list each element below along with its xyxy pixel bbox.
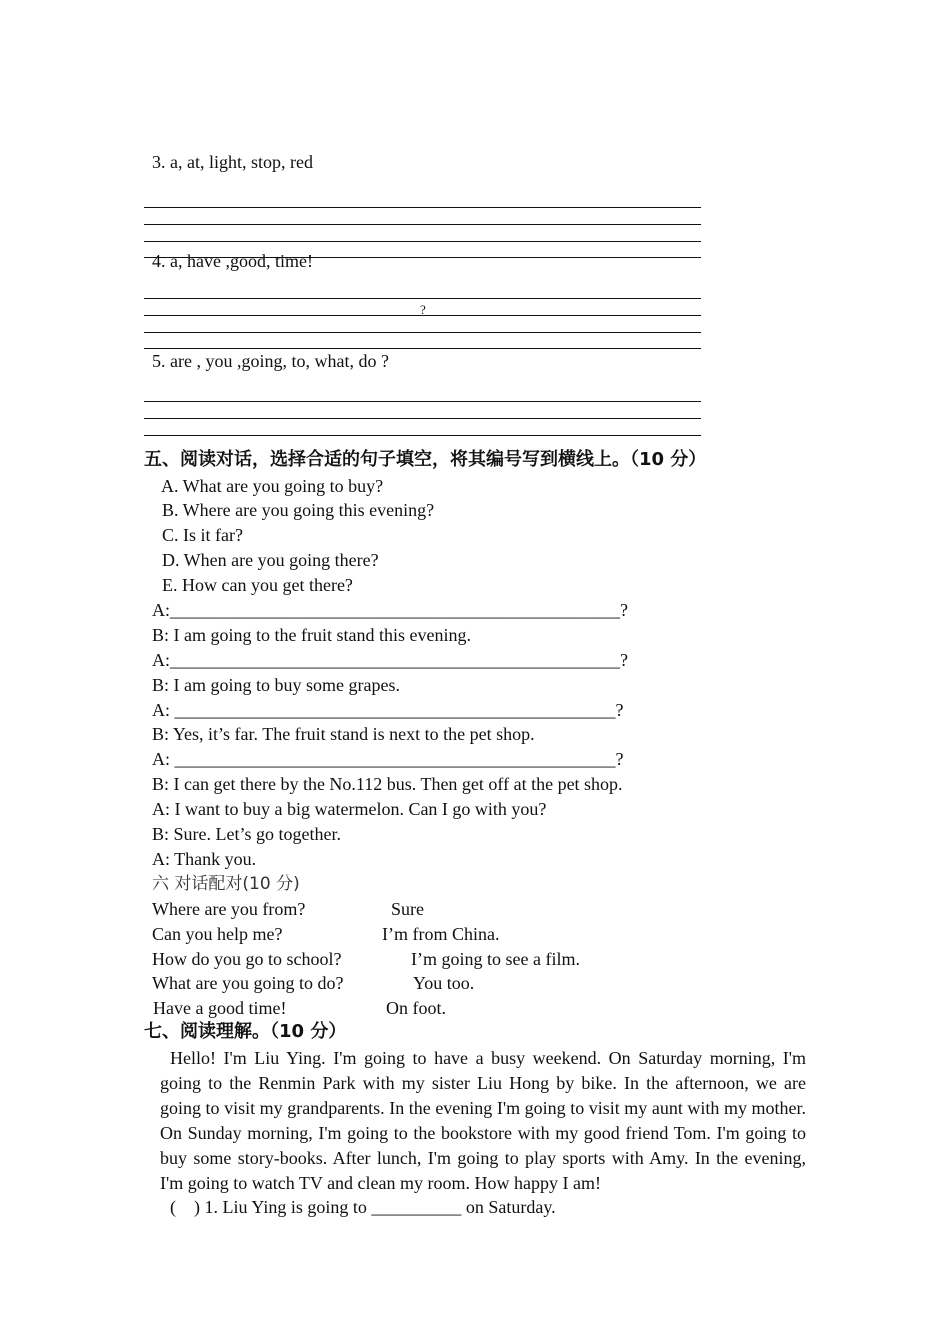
question-3: 3. a, at, light, stop, red [152, 152, 313, 172]
option-d: D. When are you going there? [162, 550, 379, 570]
answer-line [144, 418, 701, 419]
reading-question-1: ( ) 1. Liu Ying is going to __________ on Saturday. [170, 1197, 556, 1217]
question-mark: ? [420, 302, 426, 317]
dialogue-line: A: Thank you. [152, 849, 257, 869]
answer-line [144, 332, 701, 333]
match-left: Can you help me? [152, 924, 283, 944]
match-right: I’m going to see a film. [411, 949, 580, 969]
dialogue-line: A:__________________________________________________? [152, 650, 628, 670]
section5-heading: 五、阅读对话，选择合适的句子填空，将其编号写到横线上。（10 分） [144, 449, 707, 470]
dialogue-line: B: I am going to buy some grapes. [152, 675, 400, 695]
answer-line [144, 241, 701, 242]
section7-heading: 七、阅读理解。（10 分） [144, 1021, 347, 1042]
match-right: On foot. [386, 998, 446, 1018]
answer-line [144, 348, 701, 349]
answer-line [144, 298, 701, 299]
option-b: B. Where are you going this evening? [162, 500, 435, 520]
dialogue-line: B: Sure. Let’s go together. [152, 824, 341, 844]
match-left: Where are you from? [152, 899, 306, 919]
dialogue-line: A: I want to buy a big watermelon. Can I go with you? [152, 799, 547, 819]
match-left: How do you go to school? [152, 949, 342, 969]
section6-heading: 六 对话配对(10 分) [152, 874, 300, 894]
option-a: A. What are you going to buy? [161, 476, 384, 496]
match-right: Sure [391, 899, 424, 919]
dialogue-line: A: _________________________________________________? [152, 749, 624, 769]
question-5: 5. are , you ,going, to, what, do ? [152, 351, 389, 371]
reading-passage: Hello! I'm Liu Ying. I'm going to have a busy weekend. On Saturday morning, I'm going to the Renmin Park with my sister Liu Hong by bike. In the afternoon, we are going to visit my grandparents. In the evening I'm going to visit my aunt with my mother. On Sunday morning, I'm going to the bookstore with my good friend Tom. I'm going to buy some story-books. After lunch, I'm going to play sports with Amy. In the evening, I'm going to watch TV and clean my room. How happy I am! [160, 1048, 806, 1193]
dialogue-line: B: Yes, it’s far. The fruit stand is next to the pet shop. [152, 724, 535, 744]
answer-line [144, 207, 701, 208]
match-right: I’m from China. [382, 924, 500, 944]
dialogue-line: A: _________________________________________________? [152, 700, 624, 720]
match-left: Have a good time! [153, 998, 287, 1018]
dialogue-line: B: I am going to the fruit stand this evening. [152, 625, 471, 645]
question-4: 4. a, have ,good, time! [152, 251, 313, 271]
answer-line [144, 401, 701, 402]
answer-line [144, 435, 701, 436]
option-c: C. Is it far? [162, 525, 243, 545]
option-e: E. How can you get there? [162, 575, 353, 595]
match-left: What are you going to do? [152, 973, 344, 993]
dialogue-line: A:__________________________________________________? [152, 600, 628, 620]
answer-line [144, 224, 701, 225]
answer-line [144, 315, 701, 316]
dialogue-line: B: I can get there by the No.112 bus. Then get off at the pet shop. [152, 774, 623, 794]
match-right: You too. [413, 973, 475, 993]
